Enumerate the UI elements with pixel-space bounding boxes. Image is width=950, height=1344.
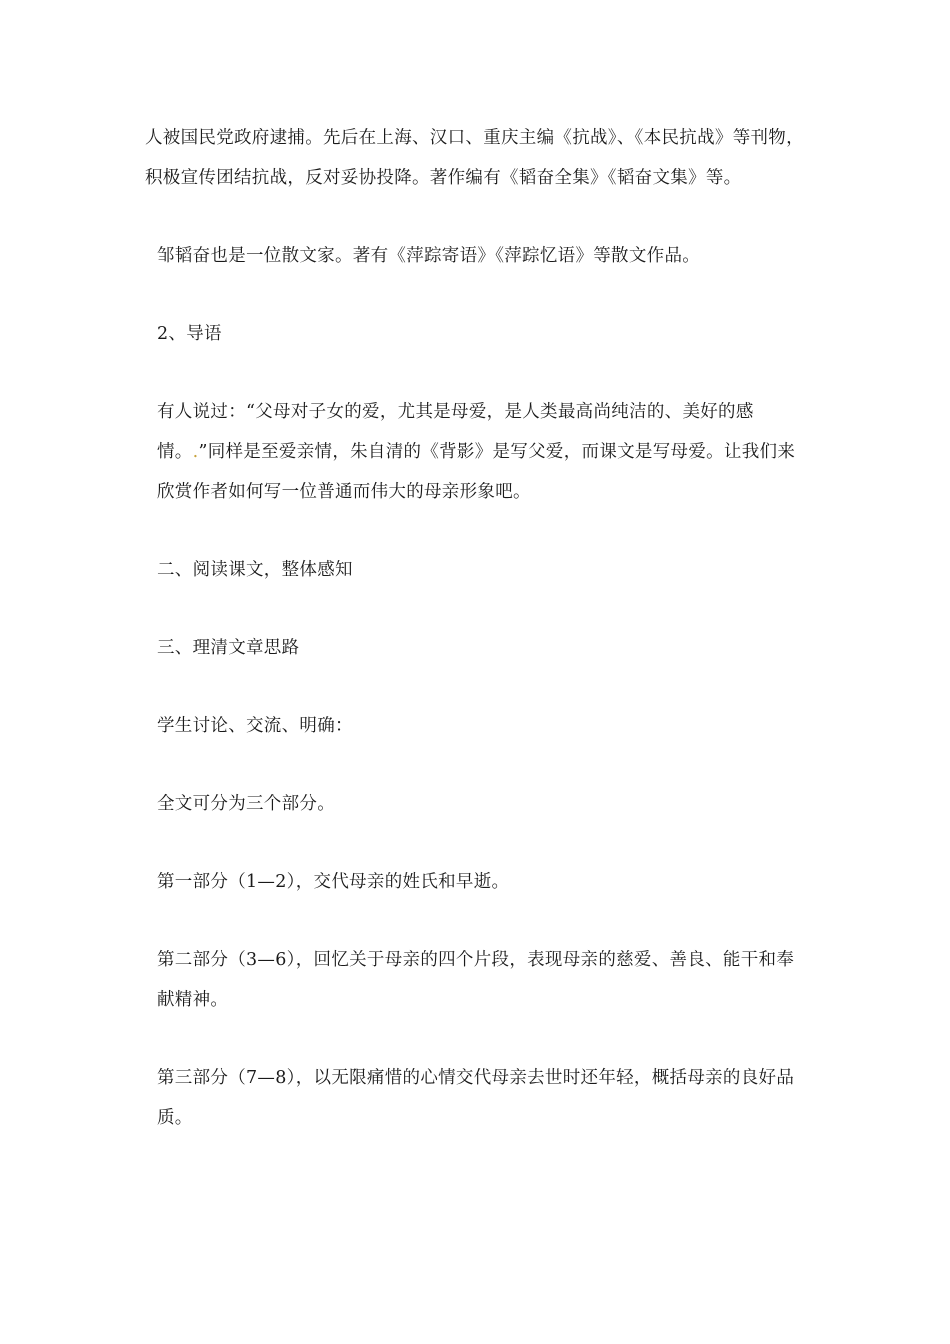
paragraph-part-one: 第一部分（1—2），交代母亲的姓氏和早逝。 bbox=[157, 872, 510, 892]
intro-text-part1: 有人说过：“父母对子女的爱，尤其是母爱，是人类最高尚纯洁的、美好的感情。 bbox=[157, 402, 754, 462]
paragraph-part-two: 第二部分（3—6），回忆关于母亲的四个片段，表现母亲的慈爱、善良、能干和奉献精神。 bbox=[157, 950, 795, 1010]
document-page bbox=[145, 118, 810, 1176]
paragraph-part-three: 第三部分（7—8），以无限痛惜的心情交代母亲去世时还年轻，概括母亲的良好品质。 bbox=[157, 1068, 795, 1128]
paragraph-essayist: 邹韬奋也是一位散文家。著有《萍踪寄语》《萍踪忆语》等散文作品。 bbox=[157, 246, 701, 266]
paragraph-three-parts: 全文可分为三个部分。 bbox=[157, 794, 335, 814]
section-heading-structure: 三、理清文章思路 bbox=[157, 638, 300, 658]
section-heading-reading: 二、阅读课文，整体感知 bbox=[157, 560, 353, 580]
intro-text-part2: ”同样是至爱亲情，朱自清的《背影》是写父爱，而课文是写母爱。让我们来欣赏作者如何写一位普通而伟大的母亲形象吧。 bbox=[157, 442, 796, 502]
section-heading-intro: 2、导语 bbox=[157, 324, 222, 344]
intro-dot-mark: . bbox=[192, 442, 199, 462]
paragraph-discussion: 学生讨论、交流、明确： bbox=[157, 716, 353, 736]
paragraph-biography: 人被国民党政府逮捕。先后在上海、汉口、重庆主编《抗战》、《本民抗战》等刊物，积极宣传团结抗战，反对妥协投降。著作编有《韬奋全集》《韬奋文集》等。 bbox=[145, 128, 804, 188]
paragraph-intro bbox=[145, 392, 810, 512]
